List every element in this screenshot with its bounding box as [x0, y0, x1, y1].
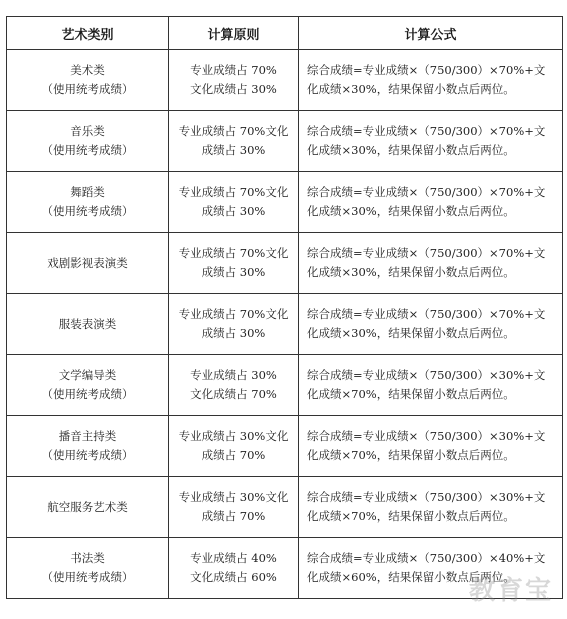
- calculation-principle-line: 成绩占 70%: [201, 448, 266, 462]
- calculation-principle-line: 专业成绩占 40%: [190, 551, 277, 565]
- calculation-principle-line: 专业成绩占 30%文化: [178, 429, 289, 443]
- art-category-note: （使用统考成绩）: [41, 387, 134, 401]
- art-category-note: （使用统考成绩）: [41, 204, 134, 218]
- calculation-principle-line: 文化成绩占 70%: [190, 387, 277, 401]
- calculation-principle-cell: [169, 477, 299, 538]
- art-category-cell: [7, 172, 169, 233]
- table-header: [7, 17, 563, 50]
- calculation-principle-line: 专业成绩占 70%文化: [178, 185, 289, 199]
- calculation-principle-line: 专业成绩占 70%文化: [178, 307, 289, 321]
- header-calculation-formula: 计算公式: [299, 17, 563, 50]
- calculation-principle-line: 成绩占 30%: [201, 326, 266, 340]
- calculation-principle-line: 文化成绩占 60%: [190, 570, 277, 584]
- art-category-name: 播音主持类: [58, 429, 117, 443]
- calculation-principle-line: 专业成绩占 70%文化: [178, 124, 289, 138]
- header-row: [7, 17, 563, 50]
- art-category-name: 舞蹈类: [70, 185, 105, 199]
- calculation-formula-cell: 综合成绩=专业成绩×（750/300）×40%+文化成绩×60%，结果保留小数点后两位。: [299, 538, 563, 599]
- art-category-note: （使用统考成绩）: [41, 570, 134, 584]
- table-row: [7, 233, 563, 294]
- calculation-principle-line: 成绩占 30%: [201, 265, 266, 279]
- table-row: [7, 477, 563, 538]
- table-body: [7, 50, 563, 599]
- calculation-principle-cell: [169, 172, 299, 233]
- art-category-note: （使用统考成绩）: [41, 448, 134, 462]
- art-category-note: （使用统考成绩）: [41, 82, 134, 96]
- calculation-principle-line: 成绩占 30%: [201, 143, 266, 157]
- art-category-name: 文学编导类: [58, 368, 117, 382]
- calculation-principle-line: 文化成绩占 30%: [190, 82, 277, 96]
- table-row: [7, 355, 563, 416]
- art-category-note: （使用统考成绩）: [41, 143, 134, 157]
- art-category-cell: [7, 233, 169, 294]
- table-row: [7, 294, 563, 355]
- table-row: [7, 50, 563, 111]
- calculation-principle-line: 专业成绩占 70%文化: [178, 246, 289, 260]
- calculation-formula-cell: 综合成绩=专业成绩×（750/300）×70%+文化成绩×30%，结果保留小数点后两位。: [299, 111, 563, 172]
- table-row: [7, 538, 563, 599]
- calculation-principle-cell: [169, 233, 299, 294]
- art-category-cell: [7, 111, 169, 172]
- calculation-principle-line: 专业成绩占 30%文化: [178, 490, 289, 504]
- header-art-category: 艺术类别: [7, 17, 169, 50]
- calculation-principle-cell: [169, 416, 299, 477]
- calculation-principle-cell: [169, 50, 299, 111]
- header-calculation-principle: 计算原则: [169, 17, 299, 50]
- calculation-principle-cell: [169, 294, 299, 355]
- table-row: [7, 416, 563, 477]
- table-row: [7, 111, 563, 172]
- art-category-name: 音乐类: [70, 124, 105, 138]
- art-category-cell: [7, 355, 169, 416]
- art-category-name: 书法类: [70, 551, 105, 565]
- calculation-formula-cell: 综合成绩=专业成绩×（750/300）×30%+文化成绩×70%，结果保留小数点后两位。: [299, 355, 563, 416]
- calculation-principle-line: 专业成绩占 70%: [190, 63, 277, 77]
- calculation-formula-cell: 综合成绩=专业成绩×（750/300）×70%+文化成绩×30%，结果保留小数点后两位。: [299, 233, 563, 294]
- art-category-cell: [7, 50, 169, 111]
- calculation-principle-cell: [169, 538, 299, 599]
- art-category-name: 戏剧影视表演类: [47, 255, 128, 270]
- calculation-formula-cell: 综合成绩=专业成绩×（750/300）×30%+文化成绩×70%，结果保留小数点后两位。: [299, 477, 563, 538]
- calculation-principle-line: 专业成绩占 30%: [190, 368, 277, 382]
- calculation-principle-cell: [169, 355, 299, 416]
- watermark-logo: 教育宝: [468, 576, 553, 606]
- art-category-name: 航空服务艺术类: [47, 499, 128, 514]
- calculation-formula-cell: 综合成绩=专业成绩×（750/300）×30%+文化成绩×70%，结果保留小数点后两位。: [299, 416, 563, 477]
- calculation-formula-cell: 综合成绩=专业成绩×（750/300）×70%+文化成绩×30%，结果保留小数点后两位。: [299, 294, 563, 355]
- calculation-formula-cell: 综合成绩=专业成绩×（750/300）×70%+文化成绩×30%，结果保留小数点后两位。: [299, 50, 563, 111]
- calculation-principle-cell: [169, 111, 299, 172]
- calculation-formula-cell: 综合成绩=专业成绩×（750/300）×70%+文化成绩×30%，结果保留小数点后两位。: [299, 172, 563, 233]
- art-category-name: 美术类: [70, 63, 105, 77]
- art-category-cell: [7, 416, 169, 477]
- art-category-name: 服装表演类: [58, 316, 117, 331]
- art-category-cell: [7, 538, 169, 599]
- table-row: [7, 172, 563, 233]
- score-calculation-table: [6, 16, 563, 599]
- art-category-cell: [7, 294, 169, 355]
- calculation-principle-line: 成绩占 70%: [201, 509, 266, 523]
- calculation-principle-line: 成绩占 30%: [201, 204, 266, 218]
- art-category-cell: [7, 477, 169, 538]
